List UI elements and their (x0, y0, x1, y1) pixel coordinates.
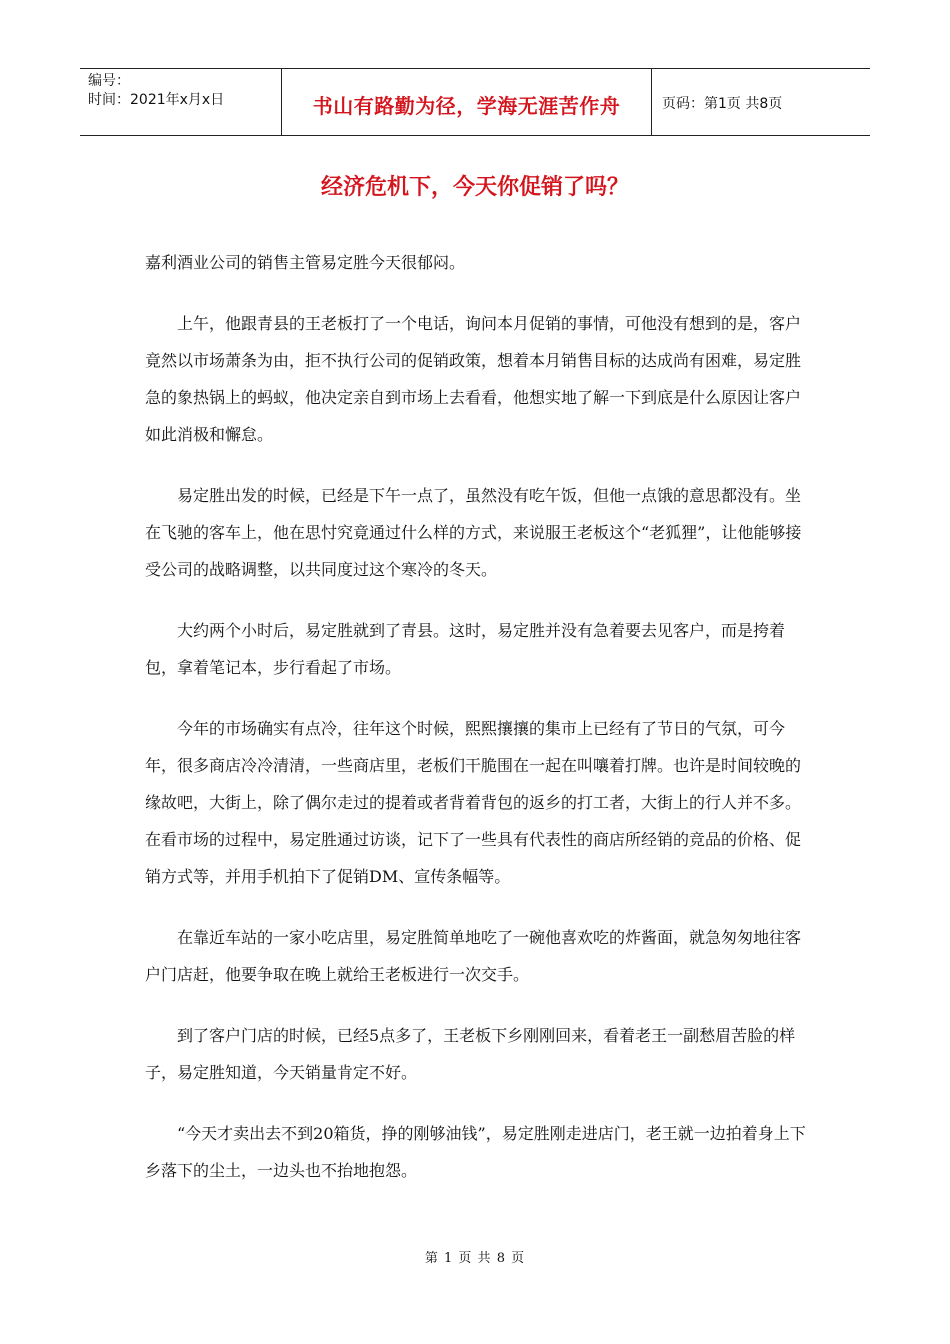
header-motto-cell (282, 69, 652, 135)
document-header (80, 68, 870, 136)
paragraph: 上午，他跟青县的王老板打了一个电话，询问本月促销的事情，可他没有想到的是，客户竟然以市场萧条为由，拒不执行公司的促销政策，想着本月销售目标的达成尚有困难，易定胜急的象热锅上的蚂蚁，他决定亲自到市场上去看看，他想实地了解一下到底是什么原因让客户如此消极和懈怠。 (145, 314, 802, 444)
document-number-label: 编号： (88, 73, 130, 89)
paragraph: 在靠近车站的一家小吃店里，易定胜简单地吃了一碗他喜欢吃的炸酱面，就急匆匆地往客户门店赶，他要争取在晚上就给王老板进行一次交手。 (145, 928, 802, 984)
article-title: 经济危机下，今天你促销了吗？ (320, 175, 629, 200)
header-page-cell (652, 69, 870, 135)
paragraph: 嘉利酒业公司的销售主管易定胜今天很郁闷。 (145, 253, 466, 272)
header-meta (80, 69, 282, 135)
header-page-label: 页码：第1页 共8页 (662, 96, 783, 112)
paragraph: “今天才卖出去不到20箱货，挣的刚够油钱”，易定胜刚走进店门，老王就一边拍着身上下乡落下的尘土，一边头也不抬地抱怨。 (145, 1124, 806, 1180)
paragraph: 易定胜出发的时候，已经是下午一点了，虽然没有吃午饭，但他一点饿的意思都没有。坐在飞驰的客车上，他在思忖究竟通过什么样的方式，来说服王老板这个“老狐狸”，让他能够接受公司的战略调整，以共同度过这个寒冷的冬天。 (145, 486, 802, 579)
document-date-label: 时间：2021年x月x日 (88, 92, 225, 108)
paragraph: 到了客户门店的时候，已经5点多了，王老板下乡刚刚回来，看着老王一副愁眉苦脸的样子，易定胜知道，今天销量肯定不好。 (145, 1026, 796, 1082)
header-motto: 书山有路勤为径，学海无涯苦作舟 (312, 93, 621, 118)
paragraph: 大约两个小时后，易定胜就到了青县。这时，易定胜并没有急着要去见客户，而是挎着包，拿着笔记本，步行看起了市场。 (145, 621, 786, 677)
paragraph: 今年的市场确实有点冷，往年这个时候，熙熙攘攘的集市上已经有了节日的气氛，可今年，很多商店冷冷清清，一些商店里，老板们干脆围在一起在叫嚷着打牌。也许是时间较晚的缘故吧，大街上，除了偶尔走过的提着或者背着背包的返乡的打工者，大街上的行人并不多。在看市场的过程中，易定胜通过访谈，记下了一些具有代表性的商店所经销的竞品的价格、促销方式等，并用手机拍下了促销DM、宣传条幅等。 (145, 719, 802, 886)
article-body (145, 244, 807, 1213)
page-footer: 第 1 页 共 8 页 (424, 1251, 526, 1266)
